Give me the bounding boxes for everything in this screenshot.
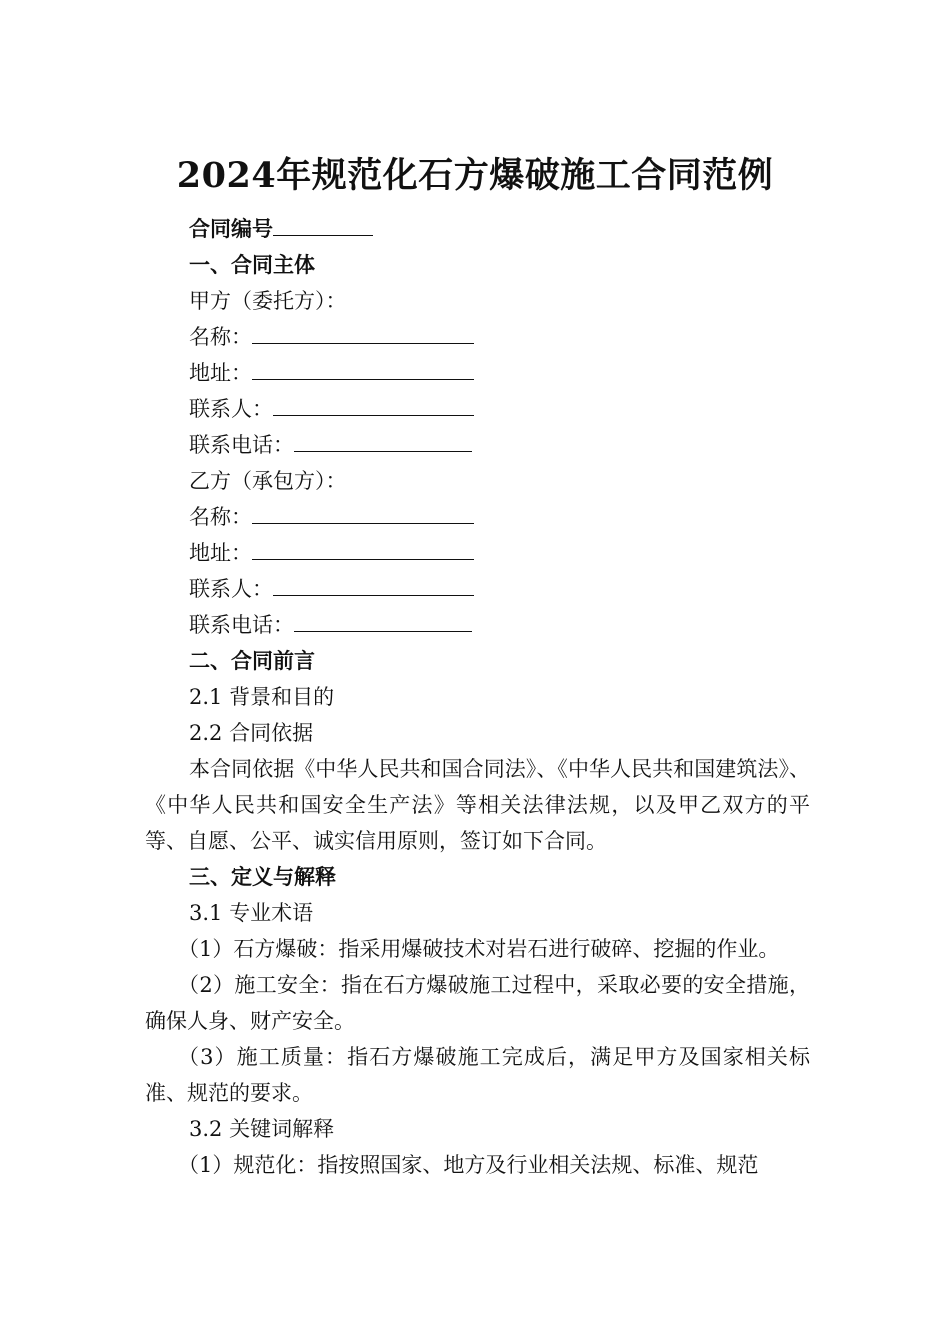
section3-heading: 三、定义与解释 bbox=[189, 864, 336, 889]
party-b-phone-blank[interactable] bbox=[294, 609, 472, 632]
party-b-name-blank[interactable] bbox=[252, 501, 474, 524]
section1-heading: 一、合同主体 bbox=[189, 252, 315, 277]
section3-term2: （2）施工安全：指在石方爆破施工过程中，采取必要的安全措施，确保人身、财产安全。 bbox=[145, 973, 810, 1033]
party-b-contact-label: 联系人： bbox=[189, 577, 273, 601]
section3-item1: 3.1 专业术语 bbox=[189, 901, 314, 925]
party-a-contact-line bbox=[145, 391, 810, 427]
contract-number-blank[interactable] bbox=[273, 213, 373, 236]
section3-term3: （3）施工质量：指石方爆破施工完成后，满足甲方及国家相关标准、规范的要求。 bbox=[145, 1045, 810, 1105]
party-a-name-line bbox=[145, 319, 810, 355]
section3-keyword1: （1）规范化：指按照国家、地方及行业相关法规、标准、规范 bbox=[178, 1153, 759, 1177]
party-b-phone-line bbox=[145, 607, 810, 643]
party-a-phone-label: 联系电话： bbox=[189, 433, 294, 457]
section2-paragraph: 本合同依据《中华人民共和国合同法》、《中华人民共和国建筑法》、《中华人民共和国安全生产法》等相关法律法规，以及甲乙双方的平等、自愿、公平、诚实信用原则，签订如下合同。 bbox=[145, 757, 810, 853]
party-a-phone-line bbox=[145, 427, 810, 463]
party-b-label: 乙方（承包方）： bbox=[189, 469, 347, 493]
party-b-address-blank[interactable] bbox=[252, 537, 474, 560]
party-b-contact-line bbox=[145, 571, 810, 607]
section2-heading: 二、合同前言 bbox=[189, 648, 315, 673]
party-a-contact-blank[interactable] bbox=[273, 393, 474, 416]
party-b-address-line bbox=[145, 535, 810, 571]
party-b-name-line bbox=[145, 499, 810, 535]
party-b-phone-label: 联系电话： bbox=[189, 613, 294, 637]
party-a-contact-label: 联系人： bbox=[189, 397, 273, 421]
party-b-contact-blank[interactable] bbox=[273, 573, 474, 596]
document-title: 2024年规范化石方爆破施工合同范例 bbox=[176, 155, 774, 196]
party-b-name-label: 名称： bbox=[189, 505, 252, 529]
party-a-phone-blank[interactable] bbox=[294, 429, 472, 452]
section3-term1: （1）石方爆破：指采用爆破技术对岩石进行破碎、挖掘的作业。 bbox=[178, 937, 780, 961]
section3-item2: 3.2 关键词解释 bbox=[189, 1117, 335, 1141]
party-b-address-label: 地址： bbox=[189, 541, 252, 565]
party-a-name-blank[interactable] bbox=[252, 321, 474, 344]
party-a-address-label: 地址： bbox=[189, 361, 252, 385]
party-a-address-blank[interactable] bbox=[252, 357, 474, 380]
contract-number-label: 合同编号 bbox=[189, 216, 273, 241]
document-body bbox=[145, 211, 810, 1183]
section2-item2: 2.2 合同依据 bbox=[189, 721, 314, 745]
section2-item1: 2.1 背景和目的 bbox=[189, 685, 335, 709]
party-a-name-label: 名称： bbox=[189, 325, 252, 349]
party-a-label: 甲方（委托方）： bbox=[189, 289, 347, 313]
party-a-address-line bbox=[145, 355, 810, 391]
contract-number-line bbox=[145, 211, 810, 247]
